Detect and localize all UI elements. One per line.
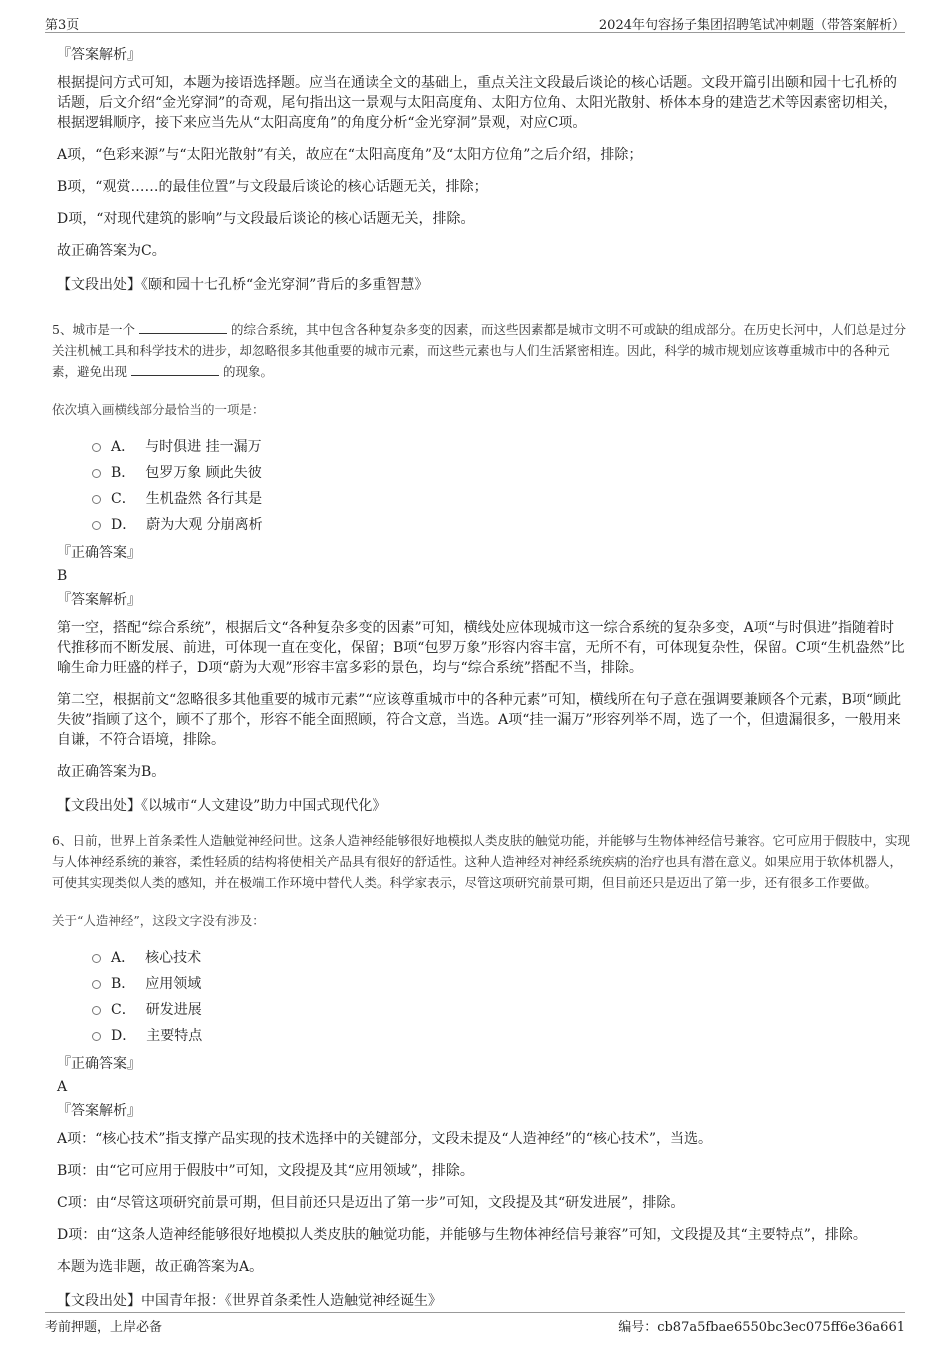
- q6-source: 【文段出处】中国青年报：《世界首条柔性人造触觉神经诞生》: [57, 1293, 442, 1309]
- q5-blank-1: [139, 319, 227, 334]
- q5-analysis-paragraph: 第一空，搭配“综合系统”，根据后文“各种复杂多变的因素”可知，横线处应体现城市这一综合系统的复杂多变，A项“与时俱进”指随着时代推移而不断发展、前进，可体现一直在变化，保留；B项“包罗万象”形容内容丰富，无所不有，可体现复杂性，保留。C项“生机盎然”比喻生命力旺盛的样子，D项“蔚为大观”形容丰富多彩的景色，均与“综合系统”搭配不当，排除。: [57, 620, 905, 676]
- q5-question-text: [52, 319, 912, 382]
- option-text: 应用领域: [145, 976, 202, 992]
- q6-option-b[interactable]: [92, 971, 907, 997]
- option-letter: B．: [111, 976, 136, 992]
- q6-question-text: 6、日前，世界上首条柔性人造触觉神经问世。这条人造神经能够很好地模拟人类皮肤的触觉功能，并能够与生物体神经信号兼容。它可应用于假肢中，实现与人体神经系统的兼容，柔性轻质的结构将使相关产品具有很好的舒适性。这种人造神经对神经系统疾病的治疗也具有潜在意义。如果应用于软体机器人，可使其实现类似人类的感知，并在极端工作环境中替代人类。科学家表示，尽管这项研究前景可期，但目前还只是迈出了第一步，还有很多工作要做。: [52, 833, 910, 890]
- option-text: 包罗万象 顾此失彼: [145, 465, 262, 481]
- q5-source: 【文段出处】《以城市“人文建设”助力中国式现代化》: [57, 798, 387, 814]
- option-letter: D．: [111, 517, 137, 533]
- option-text: 研发进展: [145, 1002, 202, 1018]
- document-code: 编号：cb87a5fbae6550bc3ec075ff6e36a661: [618, 1320, 905, 1335]
- q6-option-a[interactable]: [92, 945, 907, 971]
- q4-analysis-paragraph: B项，“观赏……的最佳位置”与文段最后谈论的核心话题无关，排除；: [57, 179, 488, 195]
- footer-slogan: 考前押题，上岸必备: [45, 1320, 163, 1335]
- option-text: 与时俱进 挂一漏万: [145, 439, 262, 455]
- q5-correct-answer: B: [57, 568, 68, 584]
- option-letter: A．: [111, 950, 136, 966]
- option-letter: C．: [111, 491, 136, 507]
- q6-option-d[interactable]: [92, 1023, 907, 1049]
- radio-icon[interactable]: [92, 443, 101, 452]
- q6-analysis-label: 『答案解析』: [57, 1103, 141, 1119]
- q5-option-b[interactable]: [92, 460, 907, 486]
- q5-option-d[interactable]: [92, 512, 907, 538]
- q4-analysis-paragraph: 故正确答案为C。: [57, 243, 166, 259]
- radio-icon[interactable]: [92, 1006, 101, 1015]
- option-text: 核心技术: [145, 950, 202, 966]
- option-letter: C．: [111, 1002, 136, 1018]
- q6-analysis-paragraph: 本题为选非题，故正确答案为A。: [57, 1259, 264, 1275]
- q4-analysis-paragraph: 根据提问方式可知，本题为接语选择题。应当在通读全文的基础上，重点关注文段最后谈论的核心话题。文段开篇引出颐和园十七孔桥的话题，后文介绍“金光穿洞”的奇观，尾句指出这一景观与太阳高度角、太阳方位角、太阳光散射、桥体本身的建造艺术等因素密切相关，根据逻辑顺序，接下来应当先从“太阳高度角”的角度分析“金光穿洞”景观，对应C项。: [57, 75, 898, 131]
- page-number: 第3页: [45, 18, 80, 33]
- q5-options: [92, 434, 907, 538]
- q5-text-part-c: 的现象。: [222, 364, 273, 379]
- q6-analysis-paragraph: A项：“核心技术”指支撑产品实现的技术选择中的关键部分，文段未提及“人造神经”的“核心技术”，当选。: [57, 1131, 713, 1147]
- q5-blank-2: [131, 361, 219, 376]
- q5-text-part-a: 5、城市是一个: [52, 322, 135, 337]
- radio-icon[interactable]: [92, 1032, 101, 1041]
- q6-options: [92, 945, 907, 1049]
- option-text: 蔚为大观 分崩离析: [146, 517, 263, 533]
- q6-option-c[interactable]: [92, 997, 907, 1023]
- q4-analysis-paragraph: A项，“色彩来源”与“太阳光散射”有关，故应在“太阳高度角”及“太阳方位角”之后介绍，排除；: [57, 147, 643, 163]
- option-letter: A．: [111, 439, 136, 455]
- q6-analysis-paragraph: C项：由“尽管这项研究前景可期，但目前还只是迈出了第一步”可知，文段提及其“研发进展”，排除。: [57, 1195, 685, 1211]
- q4-analysis-paragraph: D项，“对现代建筑的影响”与文段最后谈论的核心话题无关，排除。: [57, 211, 475, 227]
- q5-correct-label: 『正确答案』: [57, 545, 141, 561]
- q4-analysis-label: 『答案解析』: [57, 47, 141, 63]
- q6-correct-label: 『正确答案』: [57, 1056, 141, 1072]
- q5-text-part-b: 的综合系统，其中包含各种复杂多变的因素，而这些因素都是城市文明不可或缺的组成部分。在历史长河中，人们总是过分关注机械工具和科学技术的进步，却忽略很多其他重要的城市元素，而这些元素也与人们生活紧密相连。因此，科学的城市规划应该尊重城市中的各种元素，避免出现: [52, 322, 906, 379]
- q6-correct-answer: A: [57, 1079, 68, 1095]
- radio-icon[interactable]: [92, 469, 101, 478]
- document-title: 2024年句容扬子集团招聘笔试冲刺题（带答案解析）: [598, 18, 905, 33]
- page-content: [52, 40, 910, 1325]
- option-letter: B．: [111, 465, 136, 481]
- option-text: 主要特点: [146, 1028, 203, 1044]
- q6-prompt: 关于“人造神经”，这段文字没有涉及：: [52, 913, 265, 928]
- q5-analysis-paragraph: 第二空，根据前文“忽略很多其他重要的城市元素”“应该尊重城市中的各种元素”可知，横线所在句子意在强调要兼顾各个元素，B项“顾此失彼”指顾了这个，顾不了那个，形容不能全面照顾，符合文意，当选。A项“挂一漏万”形容列举不周，选了一个，但遗漏很多，一般用来自谦，不符合语境，排除。: [57, 692, 902, 748]
- radio-icon[interactable]: [92, 980, 101, 989]
- q6-analysis-paragraph: B项：由“它可应用于假肢中”可知，文段提及其“应用领域”，排除。: [57, 1163, 474, 1179]
- q4-source: 【文段出处】《颐和园十七孔桥“金光穿洞”背后的多重智慧》: [57, 277, 429, 293]
- option-text: 生机盎然 各行其是: [145, 491, 263, 507]
- q5-analysis-paragraph: 故正确答案为B。: [57, 764, 166, 780]
- radio-icon[interactable]: [92, 495, 101, 504]
- q5-prompt: 依次填入画横线部分最恰当的一项是：: [52, 402, 265, 417]
- q5-option-a[interactable]: [92, 434, 907, 460]
- page-header: [45, 12, 905, 33]
- radio-icon[interactable]: [92, 954, 101, 963]
- q5-option-c[interactable]: [92, 486, 907, 512]
- page-footer: [45, 1312, 905, 1333]
- q5-analysis-label: 『答案解析』: [57, 592, 141, 608]
- radio-icon[interactable]: [92, 521, 101, 530]
- option-letter: D．: [111, 1028, 137, 1044]
- q6-analysis-paragraph: D项：由“这条人造神经能够很好地模拟人类皮肤的触觉功能，并能够与生物体神经信号兼容”可知，文段提及其“主要特点”，排除。: [57, 1227, 867, 1243]
